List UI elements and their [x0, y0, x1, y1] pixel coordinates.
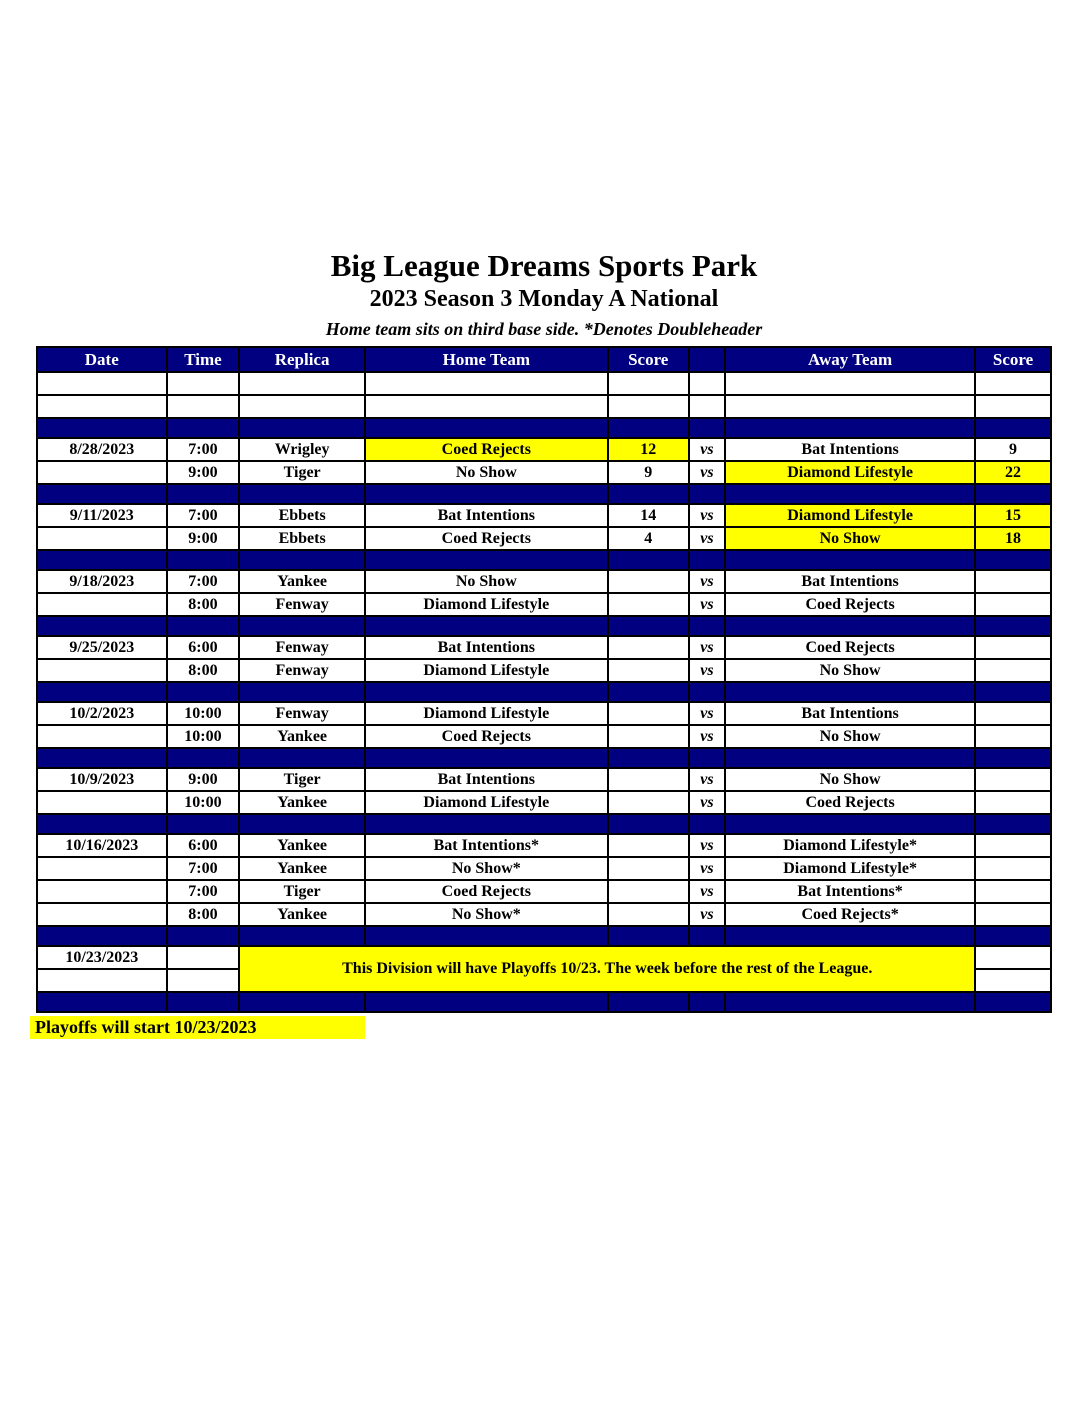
vs-cell: vs: [689, 768, 725, 791]
game-row: [37, 834, 1051, 857]
spacer-cell: [689, 748, 725, 768]
spacer-cell: [689, 926, 725, 946]
spacer-cell: [725, 926, 975, 946]
vs-cell: vs: [689, 461, 725, 484]
spacer-cell: [975, 682, 1051, 702]
away-team-cell: Coed Rejects*: [725, 903, 975, 926]
home-team-cell: Diamond Lifestyle: [365, 659, 608, 682]
date-cell: [37, 527, 167, 550]
home-team-cell: No Show: [365, 570, 608, 593]
vs-cell: [689, 395, 725, 418]
replica-cell: Ebbets: [239, 504, 364, 527]
home-score-cell: 4: [608, 527, 689, 550]
spacer-cell: [689, 682, 725, 702]
date-cell: [37, 725, 167, 748]
spacer-cell: [725, 616, 975, 636]
date-cell: 10/16/2023: [37, 834, 167, 857]
game-row: [37, 659, 1051, 682]
spacer-cell: [37, 926, 167, 946]
home-team-cell: Bat Intentions*: [365, 834, 608, 857]
game-row: [37, 880, 1051, 903]
spacer-cell: [167, 616, 240, 636]
home-team-cell: Bat Intentions: [365, 504, 608, 527]
spacer-row: [37, 484, 1051, 504]
spacer-row: [37, 748, 1051, 768]
away-score-cell: [975, 702, 1051, 725]
vs-cell: vs: [689, 593, 725, 616]
time-cell: 9:00: [167, 461, 240, 484]
vs-cell: vs: [689, 504, 725, 527]
home-score-cell: [608, 659, 689, 682]
vs-cell: vs: [689, 791, 725, 814]
replica-cell: Tiger: [239, 880, 364, 903]
home-team-cell: Bat Intentions: [365, 768, 608, 791]
spacer-row: [37, 926, 1051, 946]
spacer-cell: [365, 418, 608, 438]
away-score-cell: [975, 372, 1051, 395]
spacer-cell: [167, 484, 240, 504]
spacer-cell: [37, 992, 167, 1012]
date-cell: [37, 372, 167, 395]
spacer-cell: [239, 550, 364, 570]
vs-cell: vs: [689, 702, 725, 725]
spacer-cell: [689, 814, 725, 834]
vs-cell: vs: [689, 570, 725, 593]
spacer-cell: [975, 926, 1051, 946]
replica-cell: Fenway: [239, 636, 364, 659]
home-score-cell: 9: [608, 461, 689, 484]
spacer-cell: [239, 748, 364, 768]
time-cell: 10:00: [167, 791, 240, 814]
header-home-team: Home Team: [365, 347, 608, 372]
spacer-cell: [365, 550, 608, 570]
time-cell: 7:00: [167, 438, 240, 461]
spacer-cell: [608, 484, 689, 504]
spacer-cell: [608, 682, 689, 702]
spacer-cell: [37, 682, 167, 702]
time-cell: 8:00: [167, 659, 240, 682]
spacer-cell: [725, 418, 975, 438]
spacer-cell: [167, 682, 240, 702]
spacer-cell: [37, 814, 167, 834]
spacer-cell: [975, 418, 1051, 438]
away-score-cell: 18: [975, 527, 1051, 550]
home-team-cell: Bat Intentions: [365, 636, 608, 659]
header-away-team: Away Team: [725, 347, 975, 372]
away-score-cell: 15: [975, 504, 1051, 527]
spacer-cell: [167, 926, 240, 946]
spacer-cell: [608, 814, 689, 834]
header-vs: [689, 347, 725, 372]
spacer-cell: [365, 926, 608, 946]
header-date: Date: [37, 347, 167, 372]
time-cell: [167, 395, 240, 418]
game-row: [37, 636, 1051, 659]
date-cell: [37, 395, 167, 418]
empty-row: [37, 372, 1051, 395]
away-team-cell: Bat Intentions: [725, 438, 975, 461]
spacer-row: [37, 550, 1051, 570]
away-team-cell: Bat Intentions: [725, 702, 975, 725]
spacer-cell: [37, 484, 167, 504]
replica-cell: Tiger: [239, 461, 364, 484]
away-team-cell: Diamond Lifestyle: [725, 461, 975, 484]
date-cell: [37, 880, 167, 903]
time-cell: 9:00: [167, 768, 240, 791]
playoff-banner-cell: This Division will have Playoffs 10/23. The week before the rest of the League.: [239, 946, 975, 992]
spacer-cell: [239, 616, 364, 636]
spacer-row: [37, 616, 1051, 636]
spacer-cell: [725, 992, 975, 1012]
spacer-cell: [725, 682, 975, 702]
away-score-cell: [975, 768, 1051, 791]
replica-cell: Fenway: [239, 659, 364, 682]
away-score-cell: [975, 969, 1051, 992]
away-score-cell: [975, 636, 1051, 659]
date-cell: 9/18/2023: [37, 570, 167, 593]
home-score-cell: [608, 857, 689, 880]
away-team-cell: No Show: [725, 768, 975, 791]
away-team-cell: Diamond Lifestyle*: [725, 857, 975, 880]
table-header-row: [37, 347, 1051, 372]
header-replica: Replica: [239, 347, 364, 372]
home-score-cell: [608, 880, 689, 903]
home-score-cell: 14: [608, 504, 689, 527]
home-score-cell: [608, 593, 689, 616]
spacer-cell: [975, 550, 1051, 570]
spacer-cell: [608, 550, 689, 570]
home-score-cell: [608, 636, 689, 659]
home-team-cell: No Show*: [365, 857, 608, 880]
time-cell: 8:00: [167, 593, 240, 616]
away-score-cell: 9: [975, 438, 1051, 461]
away-team-cell: Bat Intentions*: [725, 880, 975, 903]
spacer-cell: [37, 418, 167, 438]
spacer-cell: [975, 814, 1051, 834]
spacer-cell: [239, 926, 364, 946]
home-team-cell: Coed Rejects: [365, 527, 608, 550]
replica-cell: Yankee: [239, 570, 364, 593]
spacer-cell: [365, 682, 608, 702]
spacer-cell: [167, 748, 240, 768]
title-block: [0, 0, 1088, 341]
replica-cell: Fenway: [239, 702, 364, 725]
away-team-cell: Diamond Lifestyle: [725, 504, 975, 527]
spacer-cell: [365, 748, 608, 768]
spacer-cell: [689, 616, 725, 636]
away-score-cell: [975, 791, 1051, 814]
time-cell: 7:00: [167, 570, 240, 593]
home-score-cell: [608, 903, 689, 926]
spacer-cell: [608, 748, 689, 768]
legend-note: Home team sits on third base side. *Denotes Doubleheader: [325, 319, 763, 339]
home-team-cell: Diamond Lifestyle: [365, 702, 608, 725]
home-score-cell: [608, 768, 689, 791]
game-row: [37, 527, 1051, 550]
spacer-cell: [608, 992, 689, 1012]
replica-cell: Yankee: [239, 725, 364, 748]
game-row: [37, 593, 1051, 616]
away-team-cell: Coed Rejects: [725, 636, 975, 659]
away-score-cell: [975, 857, 1051, 880]
home-team-cell: Coed Rejects: [365, 725, 608, 748]
date-cell: 10/9/2023: [37, 768, 167, 791]
home-team-cell: No Show: [365, 461, 608, 484]
spacer-cell: [725, 550, 975, 570]
away-team-cell: No Show: [725, 725, 975, 748]
spacer-cell: [689, 992, 725, 1012]
spacer-cell: [365, 814, 608, 834]
game-row: [37, 768, 1051, 791]
away-team-cell: Coed Rejects: [725, 593, 975, 616]
away-score-cell: [975, 395, 1051, 418]
vs-cell: [689, 372, 725, 395]
spacer-cell: [167, 814, 240, 834]
time-cell: 7:00: [167, 504, 240, 527]
date-cell: 9/11/2023: [37, 504, 167, 527]
date-cell: 8/28/2023: [37, 438, 167, 461]
date-cell: [37, 903, 167, 926]
away-team-cell: Diamond Lifestyle*: [725, 834, 975, 857]
away-score-cell: [975, 570, 1051, 593]
spacer-cell: [689, 418, 725, 438]
home-team-cell: Coed Rejects: [365, 438, 608, 461]
away-team-cell: No Show: [725, 527, 975, 550]
spacer-cell: [239, 992, 364, 1012]
vs-cell: vs: [689, 903, 725, 926]
vs-cell: vs: [689, 527, 725, 550]
replica-cell: Ebbets: [239, 527, 364, 550]
vs-cell: vs: [689, 636, 725, 659]
spacer-cell: [725, 748, 975, 768]
home-score-cell: [608, 791, 689, 814]
away-team-cell: [725, 372, 975, 395]
spacer-cell: [37, 616, 167, 636]
time-cell: 6:00: [167, 636, 240, 659]
time-cell: 8:00: [167, 903, 240, 926]
spacer-cell: [975, 992, 1051, 1012]
spacer-cell: [239, 484, 364, 504]
home-score-cell: [608, 570, 689, 593]
game-row: [37, 438, 1051, 461]
date-cell: 10/2/2023: [37, 702, 167, 725]
home-score-cell: [608, 395, 689, 418]
replica-cell: Fenway: [239, 593, 364, 616]
time-cell: [167, 946, 240, 969]
time-cell: [167, 969, 240, 992]
spacer-cell: [975, 616, 1051, 636]
home-team-cell: [365, 372, 608, 395]
home-score-cell: [608, 702, 689, 725]
spacer-cell: [975, 748, 1051, 768]
vs-cell: vs: [689, 659, 725, 682]
spacer-cell: [167, 550, 240, 570]
spacer-cell: [365, 992, 608, 1012]
away-score-cell: [975, 946, 1051, 969]
spacer-cell: [975, 484, 1051, 504]
spacer-cell: [608, 418, 689, 438]
date-cell: 10/23/2023: [37, 946, 167, 969]
game-row: [37, 504, 1051, 527]
spacer-cell: [167, 418, 240, 438]
time-cell: 7:00: [167, 880, 240, 903]
vs-cell: vs: [689, 857, 725, 880]
home-team-cell: Diamond Lifestyle: [365, 791, 608, 814]
spacer-row: [37, 418, 1051, 438]
away-team-cell: Bat Intentions: [725, 570, 975, 593]
page-subtitle: 2023 Season 3 Monday A National: [369, 286, 719, 312]
empty-row: [37, 395, 1051, 418]
away-team-cell: No Show: [725, 659, 975, 682]
home-score-cell: [608, 834, 689, 857]
date-cell: [37, 791, 167, 814]
replica-cell: Yankee: [239, 834, 364, 857]
home-team-cell: No Show*: [365, 903, 608, 926]
spacer-row: [37, 682, 1051, 702]
away-team-cell: Coed Rejects: [725, 791, 975, 814]
header-time: Time: [167, 347, 240, 372]
home-score-cell: 12: [608, 438, 689, 461]
date-cell: [37, 461, 167, 484]
replica-cell: [239, 372, 364, 395]
time-cell: 7:00: [167, 857, 240, 880]
replica-cell: Tiger: [239, 768, 364, 791]
date-cell: 9/25/2023: [37, 636, 167, 659]
playoff-banner-row: [37, 946, 1051, 969]
spacer-cell: [689, 484, 725, 504]
spacer-cell: [365, 616, 608, 636]
spacer-row: [37, 814, 1051, 834]
away-score-cell: [975, 725, 1051, 748]
spacer-cell: [239, 814, 364, 834]
game-row: [37, 791, 1051, 814]
date-cell: [37, 593, 167, 616]
vs-cell: vs: [689, 725, 725, 748]
away-score-cell: [975, 593, 1051, 616]
spacer-cell: [365, 484, 608, 504]
spacer-cell: [167, 992, 240, 1012]
away-score-cell: [975, 834, 1051, 857]
game-row: [37, 570, 1051, 593]
time-cell: 9:00: [167, 527, 240, 550]
home-team-cell: [365, 395, 608, 418]
vs-cell: vs: [689, 438, 725, 461]
home-team-cell: Diamond Lifestyle: [365, 593, 608, 616]
spacer-cell: [239, 682, 364, 702]
page-title: Big League Dreams Sports Park: [330, 248, 758, 283]
home-score-cell: [608, 372, 689, 395]
replica-cell: Yankee: [239, 791, 364, 814]
spacer-row: [37, 992, 1051, 1012]
spacer-cell: [608, 926, 689, 946]
game-row: [37, 725, 1051, 748]
replica-cell: Yankee: [239, 857, 364, 880]
replica-cell: Wrigley: [239, 438, 364, 461]
date-cell: [37, 857, 167, 880]
game-row: [37, 461, 1051, 484]
spacer-cell: [608, 616, 689, 636]
time-cell: 6:00: [167, 834, 240, 857]
time-cell: [167, 372, 240, 395]
header-home-score: Score: [608, 347, 689, 372]
date-cell: [37, 969, 167, 992]
schedule-table: [36, 346, 1052, 1013]
spacer-cell: [689, 550, 725, 570]
game-row: [37, 702, 1051, 725]
time-cell: 10:00: [167, 702, 240, 725]
spacer-cell: [725, 484, 975, 504]
vs-cell: vs: [689, 834, 725, 857]
time-cell: 10:00: [167, 725, 240, 748]
game-row: [37, 857, 1051, 880]
game-row: [37, 903, 1051, 926]
date-cell: [37, 659, 167, 682]
spacer-cell: [37, 550, 167, 570]
spacer-cell: [239, 418, 364, 438]
replica-cell: Yankee: [239, 903, 364, 926]
away-score-cell: [975, 880, 1051, 903]
spacer-cell: [37, 748, 167, 768]
header-away-score: Score: [975, 347, 1051, 372]
away-score-cell: 22: [975, 461, 1051, 484]
away-score-cell: [975, 903, 1051, 926]
replica-cell: [239, 395, 364, 418]
playoffs-note: Playoffs will start 10/23/2023: [30, 1016, 365, 1039]
away-score-cell: [975, 659, 1051, 682]
spacer-cell: [725, 814, 975, 834]
home-team-cell: Coed Rejects: [365, 880, 608, 903]
vs-cell: vs: [689, 880, 725, 903]
away-team-cell: [725, 395, 975, 418]
home-score-cell: [608, 725, 689, 748]
